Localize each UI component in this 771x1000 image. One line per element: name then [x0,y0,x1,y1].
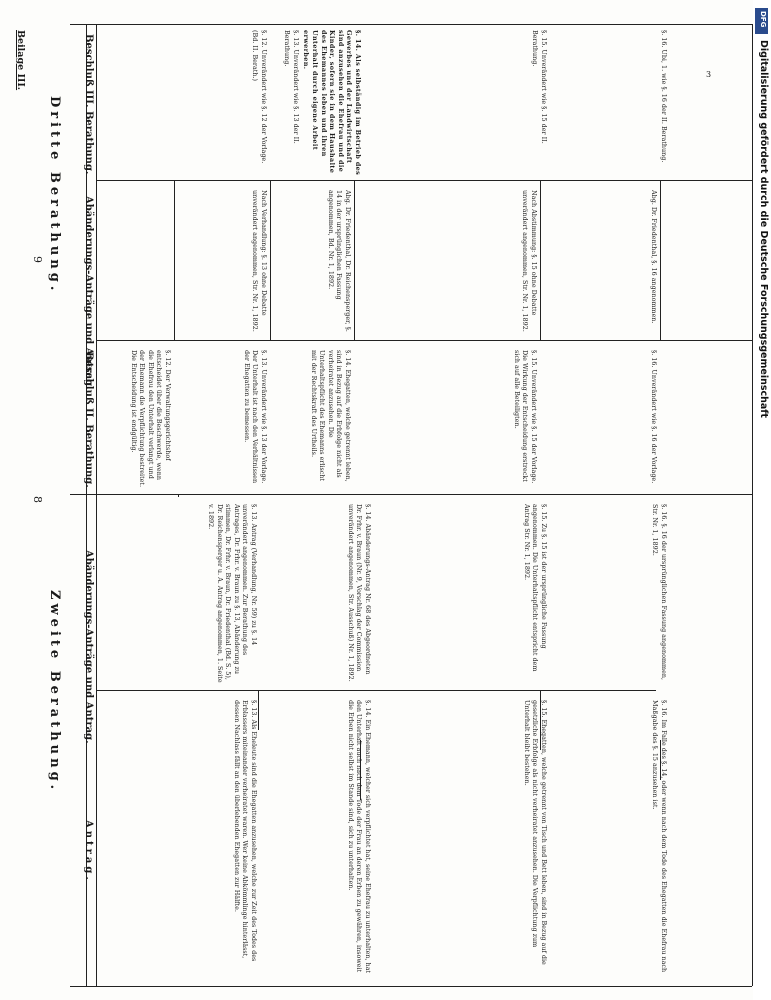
header-beschluss2: Beschluß II. Berathung. [83,352,94,488]
right-sep-4 [540,180,541,340]
right-column-divider-2 [96,180,752,181]
header-beschluss3: Beschluß III. Berathung. [83,34,94,175]
footnote-mark: 3 [706,70,712,79]
header-abaenderung-right: Abänderungs-Anträge und Antrag. [83,196,94,390]
title-right: Dritte Berathung. [47,96,62,295]
right-b3-14: §. 14. Als selbständig im Betrieb des Gewerbes und der Landwirtschaft sind anzusehen die Ehefrau und die Kinder, sofern sie in dem Haushalte des Ehemannes leben und ihren Unterhalt durch eigene Arbeit erwerben. [302,30,362,176]
right-column-divider-1 [96,340,752,341]
digitization-credit: Digitalisierung gefördert durch die Deutsche Forschungsgemeinschaft [758,40,769,418]
right-sep-3 [354,180,355,340]
left-beschluss-16: §. 16. §. 16 der ursprünglichen Fassung angenommen, Str. Nr. 1, 1892. [651,504,668,680]
left-beschluss-15: §. 15. Zu §. 15 ist der ursprüngliche Fassung angenommen. Die Unterhaltspflicht entspricht dem Antrag Str. Nr. 1, 1892. [522,504,548,672]
right-b2-16: §. 16. Unverändert wie §. 16 der Vorlage. [650,350,658,484]
right-sep-5 [660,180,661,340]
right-b3-15: §. 15. Unverändert wie §. 15 der II. Berathung. [531,30,548,144]
right-b3-12: §. 12. Unverändert wie §. 12 der Vorlage. (Bd. II. Berath.) [251,30,268,164]
header-abaenderung-left: Abänderungs-Anträge und Antrag. [83,550,94,744]
left-antrag-14: §. 14. Ein Ehemann, welcher sich verpflichtet hat, seine Ehefrau zu unterhalten, hat den Unterhalt auch nach dem Tode der Frau an deren Erben zu gewähren, insoweit die Erben nicht selbst im Stande sind, sich zu unterhalten. [346,700,372,974]
right-b2-14: §. 14. Ehegatten, welche getrennt leben, sind in Bezug auf die Erbfolge nicht als verheiratet anzusehen. Die Unterhaltspflicht des Ehemanns erlischt mit der Rechtskraft des Urtheils. [309,350,352,482]
right-b3-13: §. 13. Unverändert wie §. 13 der II. Berathung. [283,30,300,144]
left-column-divider [96,690,656,691]
page-number-right: 9 [31,256,44,263]
left-antrag-13: §. 13. Als Eheleute sind die Ehegatten anzusehen, welche zur Zeit des Todes des Erblassers miteinander verheiratet waren. Wer keine Abkömmlinge hinterlässt, dessen Nachlass fällt an den überlebenden Ehegatten zur Hälfte. [232,700,258,962]
right-b2-13: §. 13. Unverändert wie §. 13 der Vorlage. Der Unterhalt ist nach den Verhältnissen der Ehegatten zu bemessen. [242,350,268,484]
frame-top-line [70,24,752,25]
page-number-left: 8 [31,496,44,503]
left-inner-vline [178,494,179,497]
right-ab-15: Nach Abstimmung: §. 15 ohne Debatte unverändert angenommen, Str. Nr. 1, 1892. [521,190,538,332]
column-line-2 [96,24,97,986]
right-ab-13: Nach Verhandlung: §. 13 ohne Debatte unverändert angenommen, Str. Nr. 1, 1892. [251,190,268,332]
left-beschluss-14: §. 14. Abänderungs-Antrag Nr. 68 des Abgeordneten Dr. Frhr. v. Braun (Nr. 9, Vorschlag der Commission unverändert angenommen, Str. Ausschuß) Nr. 1, 1892. [346,504,372,682]
dfg-logo: DFG [755,8,768,34]
right-ab-16: Abg. Dr. Friedenthal, §. 16 angenommen. [650,190,658,324]
frame-bottom-line [70,986,752,987]
beilage-label: Beilage III. [15,30,26,91]
right-b3-16: §. 16. Ubi, 1. wie §. 16 der II. Berathung. [660,30,668,163]
title-left: Zweite Berathung. [47,590,62,794]
left-antrag-16: §. 16. Im Falle des §. 14, oder wenn nach dem Tode des Ehegatten die Ehefrau nach Maßgabe des §. 15 anzusehen ist. [651,700,668,973]
header-antrag: Antrag. [83,820,94,883]
right-b2-12: §. 12. Der Verwaltungsgerichtshof entscheidet über die Beschwerde, wenn die Ehefrau den Unterhalt verlangt und der Ehemann die Verpflichtung bestreitet. Die Entscheidung ist endgültig. [129,350,172,488]
right-b2-15: §. 15. Unverändert wie §. 15 der Vorlage. Die Wirkung der Entscheidung erstreckt sich auf alle Beteiligten. [512,350,538,484]
right-ab-14: Abg. Dr. Friedenthal, Dr. Reichensperger, §. 14 in der ursprünglichen Fassung angenommen, Bd. Nr. 1, 1892. [326,190,352,332]
page-separator [70,494,752,495]
left-antrag-15: §. 15. Ehegatten, welche getrennt von Tisch und Bett leben, sind in Bezug auf die gesetzliche Erbfolge als nicht verheiratet anzusehen. Die Verpflichtung zum Unterhalt bleibt bestehen. [522,700,548,965]
left-beschluss-13: §. 13. Antrag (Verhandlung, Nr. 59) zu §. 14 unverändert angenommen. Zur Berathung des Antrages, Dr. Frhr. v. Braun zu §. 13, Abänderung zu stimmen, Dr. Frhr. v. Braun, Dr. Friedenthal (Bd. S. 5), Dr. Reichensperger u. A. Antrag angenommen, 1. Seite v. 1892. [207,504,258,683]
